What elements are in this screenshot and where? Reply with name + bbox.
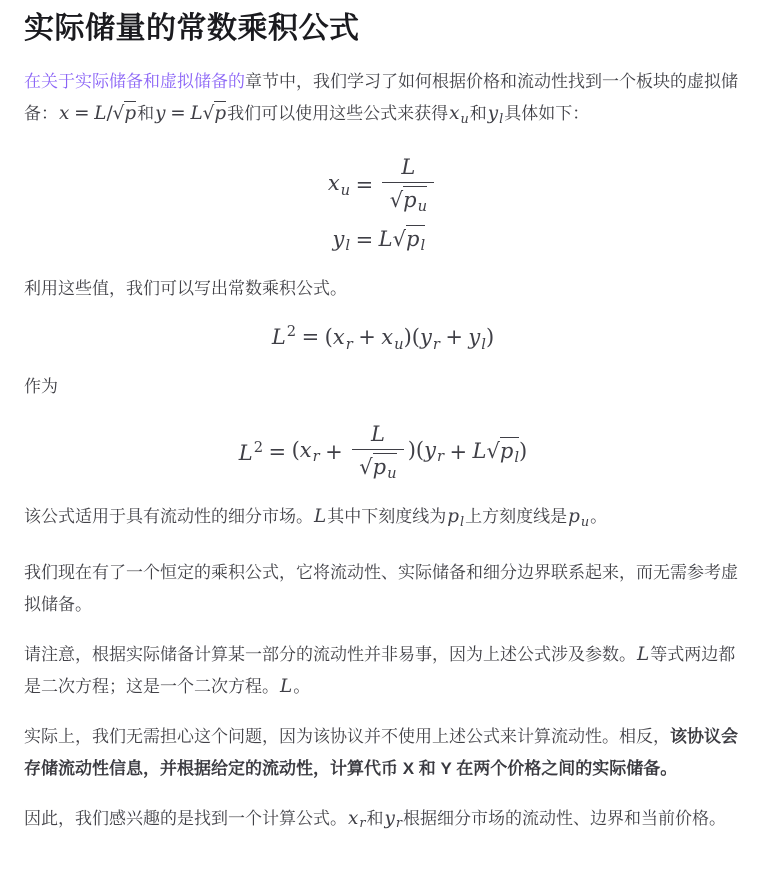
display-formula-expanded: $L^2$ = (xr + $\frac{L}{√pu}$ )(yr + L√pl) bbox=[238, 421, 528, 483]
paragraph-in-practice bbox=[24, 721, 742, 785]
p1-text-c: 具体如下： bbox=[504, 104, 590, 123]
p4-text-c: 上方刻度线是 bbox=[465, 507, 568, 527]
paragraph-as: 作为 bbox=[24, 376, 58, 396]
paragraph-intro bbox=[24, 66, 742, 136]
paragraph-applies bbox=[24, 501, 742, 539]
inline-symbol-yr: yr bbox=[384, 807, 403, 832]
p7-bold-text: 该协议会存储流动性信息，并根据给定的流动性，计算代币 X 和 Y 在两个价格之间的实际储备。 bbox=[24, 726, 738, 778]
inline-symbol-L: L bbox=[637, 643, 650, 665]
inline-symbol-yl: yl bbox=[487, 103, 504, 127]
p1-and-2: 和 bbox=[469, 104, 487, 123]
inline-symbol-pu: pu bbox=[568, 506, 590, 530]
p1-and-1: 和 bbox=[137, 104, 155, 123]
p1-text-b: 我们可以使用这些公式来获得 bbox=[227, 104, 449, 123]
fraction-L-over-sqrt-pu: $\frac{L}{√pu}$ bbox=[352, 421, 404, 484]
inline-symbol-L: L bbox=[280, 675, 293, 697]
page-title: 实际储量的常数乘积公式 bbox=[24, 12, 360, 45]
display-formula-constant-product: $L^2 = (xr + xu)(yr + yl)$ bbox=[271, 323, 495, 353]
p6-text-c: 。 bbox=[293, 676, 311, 696]
display-formula-xu-yl: xu = $\frac{L}{√pu}$ yl = L√pl bbox=[24, 154, 742, 256]
fraction-L-over-sqrt-pu: $\frac{L}{√pu}$ bbox=[382, 154, 434, 217]
paragraph-therefore bbox=[24, 803, 742, 841]
inline-symbol-L: L bbox=[314, 506, 327, 528]
p6-text-b: 等式两边都是二次方程；这是一个二次方程。 bbox=[24, 644, 736, 696]
reserves-chapter-link[interactable]: 在关于实际储备和虚拟储备的 bbox=[24, 72, 245, 91]
inline-formula-x: x = L/√p bbox=[59, 103, 137, 124]
paragraph-now-have: 我们现在有了一个恒定的乘积公式，它将流动性、实际储备和细分边界联系起来，而无需参考虚拟储备。 bbox=[24, 562, 738, 614]
inline-symbol-xu: xu bbox=[449, 103, 469, 127]
p8-text-b: 根据细分市场的流动性、边界和当前价格。 bbox=[403, 808, 727, 828]
inline-formula-y: y = L√p bbox=[155, 103, 227, 124]
inline-symbol-xr: xr bbox=[348, 807, 366, 832]
paragraph-use-values: 利用这些值，我们可以写出常数乘积公式。 bbox=[24, 279, 347, 299]
p8-and: 和 bbox=[366, 808, 384, 828]
p4-text-b: 其中下刻度线为 bbox=[327, 507, 447, 527]
p7-text-a: 实际上，我们无需担心这个问题，因为该协议并不使用上述公式来计算流动性。相反， bbox=[24, 726, 670, 746]
p1-text-a: 章节中，我们学习了如何根据价格和流动性找到一个板块的虚拟储备： bbox=[24, 72, 738, 123]
p8-text-a: 因此，我们感兴趣的是找到一个计算公式。 bbox=[24, 808, 347, 828]
p4-text-d: 。 bbox=[590, 507, 608, 527]
p6-text-a: 请注意，根据实际储备计算某一部分的流动性并非易事，因为上述公式涉及参数。 bbox=[24, 644, 636, 664]
paragraph-note bbox=[24, 639, 742, 703]
p4-text-a: 该公式适用于具有流动性的细分市场。 bbox=[24, 507, 313, 527]
inline-symbol-pl: pl bbox=[447, 506, 465, 530]
